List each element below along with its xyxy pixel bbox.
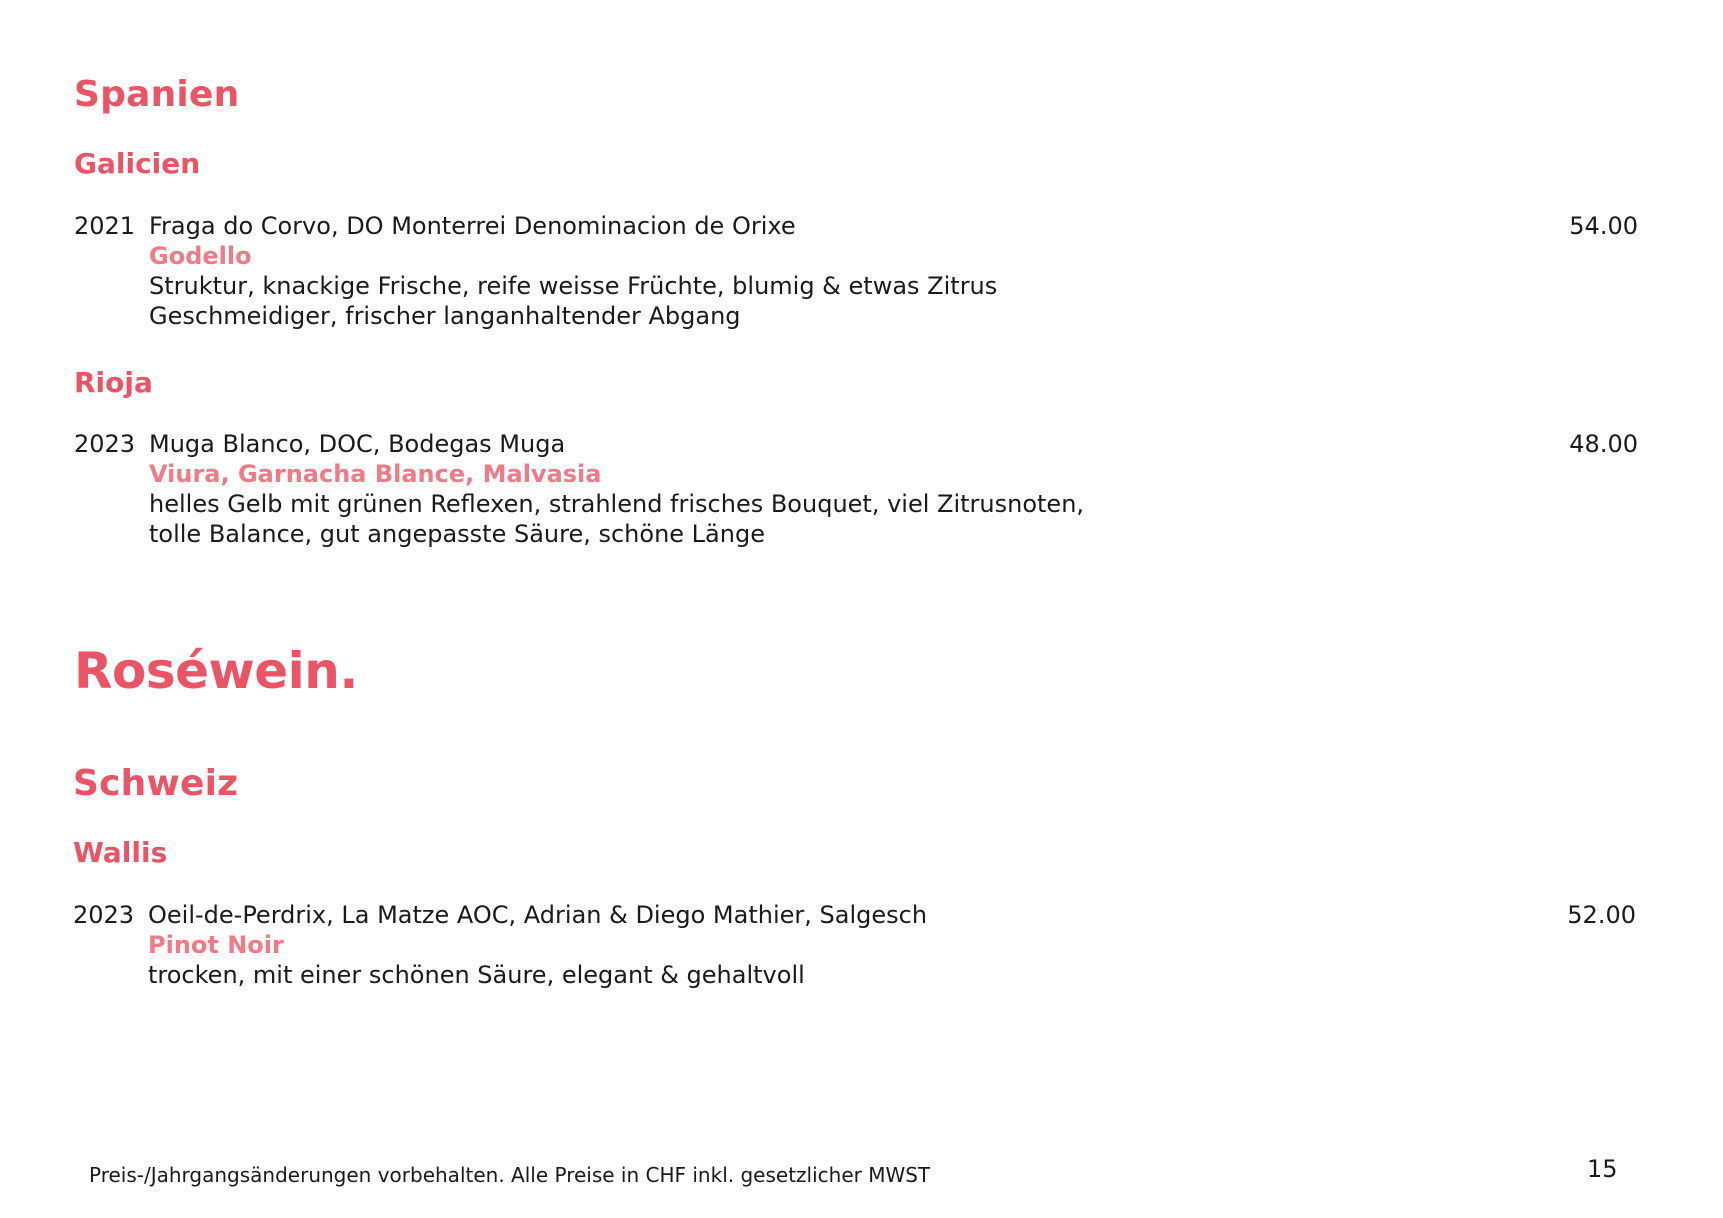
wine-description-line: Geschmeidiger, frischer langanhaltender Abgang (149, 302, 741, 330)
section-heading-rosewein: Roséwein. (74, 642, 358, 700)
wine-year: 2023 (73, 901, 135, 929)
wine-description-line: tolle Balance, gut angepasste Säure, schöne Länge (149, 520, 765, 548)
wine-description-line: Struktur, knackige Frische, reife weisse Früchte, blumig & etwas Zitrus (149, 272, 998, 300)
wine-price: 48.00 (1569, 430, 1638, 458)
wine-price: 54.00 (1569, 212, 1638, 240)
wine-year: 2023 (74, 430, 136, 458)
region-heading-galicien: Galicien (74, 147, 201, 180)
wine-grape: Viura, Garnacha Blance, Malvasia (149, 460, 602, 488)
country-heading-spanien: Spanien (74, 74, 240, 115)
country-heading-schweiz: Schweiz (73, 763, 239, 804)
wine-description-line: trocken, mit einer schönen Säure, elegant & gehaltvoll (148, 961, 805, 989)
region-heading-rioja: Rioja (74, 366, 153, 399)
region-heading-wallis: Wallis (73, 836, 168, 869)
wine-name: Fraga do Corvo, DO Monterrei Denominacion de Orixe (149, 212, 796, 240)
page-number: 15 (1587, 1155, 1618, 1183)
wine-name: Oeil-de-Perdrix, La Matze AOC, Adrian & Diego Mathier, Salgesch (148, 901, 928, 929)
wine-name: Muga Blanco, DOC, Bodegas Muga (149, 430, 566, 458)
wine-price: 52.00 (1567, 901, 1636, 929)
wine-year: 2021 (74, 212, 136, 240)
wine-description-line: helles Gelb mit grünen Reflexen, strahlend frisches Bouquet, viel Zitrusnoten, (149, 490, 1085, 518)
wine-grape: Godello (149, 242, 252, 270)
wine-grape: Pinot Noir (148, 931, 284, 959)
footer-note: Preis-/Jahrgangsänderungen vorbehalten. Alle Preise in CHF inkl. gesetzlicher MWST (89, 1163, 931, 1187)
